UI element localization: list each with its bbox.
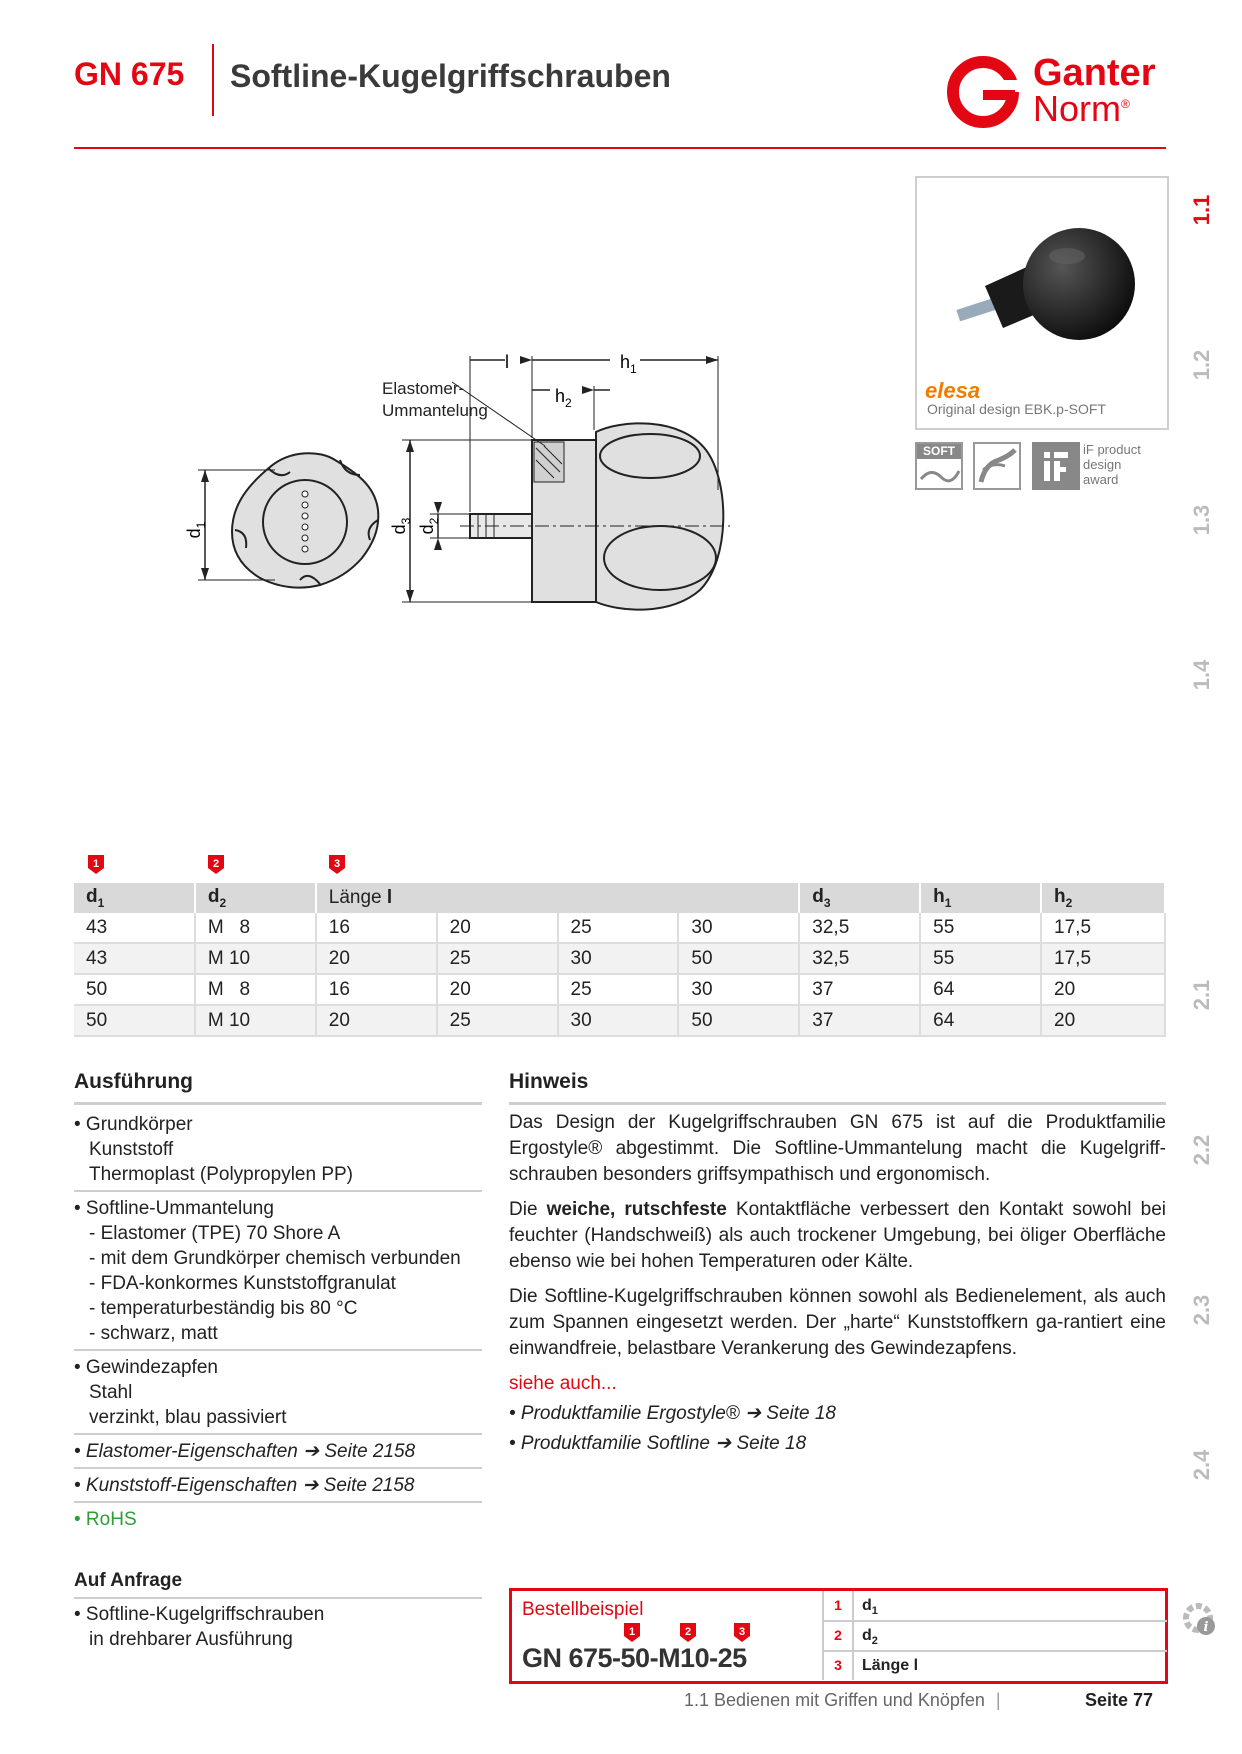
list-item — [74, 1108, 482, 1192]
svg-text:2: 2 — [684, 1626, 692, 1638]
auf-anfrage-list — [74, 1602, 482, 1652]
item-text: - mit dem Grundkörper chemisch verbunden — [89, 1248, 461, 1269]
elastomer-label-line-1: Elastomer- — [382, 379, 465, 398]
dimensions-table — [74, 883, 1166, 1037]
if-logo-icon — [1034, 444, 1078, 488]
if-award-line-1: iF product — [1083, 442, 1141, 457]
svg-text:2: 2 — [212, 858, 220, 870]
product-code: GN 675 — [74, 56, 185, 92]
legend-row: 1 $d_1$ — [822, 1591, 1167, 1622]
cell: 20 — [437, 913, 558, 943]
item-text: in drehbarer Ausführung — [89, 1629, 293, 1650]
order-marker-3-icon — [734, 1623, 750, 1642]
item-text: - temperaturbeständig bis 80 °C — [89, 1298, 358, 1319]
hinweis-paragraph-1: Das Design der Kugelgriffschrauben GN 675 ist auf die Produktfamilie Ergostyle® abgestimmt. Die Softline-Ummantelung macht die Kugelgriff-schrauben besonders griffsympathisch und ergonomisch. — [509, 1112, 1166, 1185]
table-row — [74, 943, 1165, 974]
soft-wave-icon — [917, 459, 961, 488]
order-example-left — [512, 1591, 822, 1681]
if-award-text — [1083, 442, 1141, 487]
footer-page-number: Seite 77 — [1085, 1690, 1154, 1710]
ausfuehrung-heading: Ausführung — [74, 1070, 193, 1093]
dim-d1-label: $d_1$ — [184, 521, 208, 539]
col-d1: $d_1$ — [74, 883, 195, 913]
elastomer-label-line-2: Ummantelung — [382, 401, 488, 420]
order-marker-1-icon — [624, 1623, 640, 1642]
cell: 20 — [1041, 974, 1165, 1005]
cell: 25 — [437, 1005, 558, 1036]
svg-text:3: 3 — [333, 858, 341, 870]
if-award-badge — [1032, 442, 1080, 490]
list-item — [74, 1192, 482, 1351]
cell: 50 — [678, 943, 799, 974]
cell: 20 — [316, 1005, 437, 1036]
item-text: • Gewindezapfen — [74, 1357, 218, 1378]
col-d3: $d_3$ — [799, 883, 920, 913]
cell: 20 — [316, 943, 437, 974]
knob-photo-image — [917, 178, 1167, 378]
order-example-box — [509, 1588, 1168, 1684]
cell: M 10 — [195, 1005, 316, 1036]
ausfuehrung-rule — [74, 1102, 482, 1105]
logo-norm-text: Norm® — [1033, 88, 1130, 129]
cell: 37 — [799, 1005, 920, 1036]
cell: 25 — [558, 913, 679, 943]
cell: M 10 — [195, 943, 316, 974]
elastomer-label — [382, 378, 488, 422]
header-rule — [74, 147, 1166, 149]
hinweis-paragraph-2: Die weiche, rutschfeste Kontaktfläche verbessert den Kontakt sowohl bei feuchter (Handschweiß) als auch trockener Umgebung, bei öliger Oberfläche ebenso wie bei hohen Temperaturen oder Kälte. — [509, 1199, 1167, 1272]
footer-section: 1.1 Bedienen mit Griffen und Knöpfen | — [684, 1690, 1001, 1710]
legend-row: 3 Länge l — [822, 1651, 1167, 1680]
cell: 30 — [558, 1005, 679, 1036]
page-title: Softline-Kugelgriffschrauben — [230, 58, 671, 94]
front-view — [184, 453, 378, 587]
ergostyle-badge — [973, 442, 1021, 490]
dim-d2-label: $d_2$ — [417, 517, 441, 535]
side-tab-2-4[interactable]: 2.4 — [1189, 1449, 1214, 1481]
order-example-label: Bestellbeispiel — [522, 1599, 644, 1620]
marker-1-icon — [88, 855, 104, 874]
cell: 17,5 — [1041, 913, 1165, 943]
item-text: Thermoplast (Polypropylen PP) — [89, 1164, 353, 1185]
cell: 25 — [558, 974, 679, 1005]
col-laenge: Länge l — [316, 883, 800, 913]
legend-row: 2 $d_2$ — [822, 1621, 1167, 1652]
order-example-legend — [822, 1591, 1165, 1681]
cell: 43 — [74, 913, 195, 943]
cell: 64 — [920, 974, 1041, 1005]
marker-3-icon — [329, 855, 345, 874]
side-tab-2-1[interactable]: 2.1 — [1189, 979, 1214, 1011]
svg-text:3: 3 — [738, 1626, 746, 1638]
cell: 30 — [678, 974, 799, 1005]
table-row — [74, 974, 1165, 1005]
soft-badge — [915, 442, 963, 490]
item-text: Kunststoff — [89, 1139, 174, 1160]
side-tab-1-1[interactable]: 1.1 — [1189, 194, 1214, 226]
cell: M 8 — [195, 974, 316, 1005]
table-row — [74, 913, 1165, 943]
cell: 64 — [920, 1005, 1041, 1036]
elesa-caption: Original design EBK.p-SOFT — [927, 401, 1106, 417]
side-tab-1-4[interactable]: 1.4 — [1189, 659, 1214, 691]
hinweis-paragraph-3: Die Softline-Kugelgriffschrauben können sowohl als Bedienelement, als auch zum Spannen eingesetzt werden. Der „harte“ Kunststoffkern ga-rantiert eine einwandfreie, belastbare Verankerung des Gewindezapfens. — [509, 1286, 1166, 1359]
col-h2: $h_2$ — [1041, 883, 1165, 913]
cell: M 8 — [195, 913, 316, 943]
ganter-norm-logo — [945, 52, 1170, 132]
dim-h2-label: $h_2$ — [555, 386, 572, 410]
logo-ganter-text: Ganter — [1033, 52, 1156, 94]
item-text: - Elastomer (TPE) 70 Shore A — [89, 1223, 341, 1244]
cell: 50 — [74, 1005, 195, 1036]
item-text: • Softline-Ummantelung — [74, 1198, 274, 1219]
cell: 55 — [920, 943, 1041, 974]
auf-anfrage-heading: Auf Anfrage — [74, 1570, 183, 1591]
cell: 55 — [920, 913, 1041, 943]
svg-text:i: i — [1203, 1620, 1209, 1635]
table-row — [74, 1005, 1165, 1036]
table-header-row — [74, 883, 1165, 913]
ausfuehrung-list — [74, 1108, 482, 1536]
side-tab-1-2[interactable]: 1.2 — [1189, 349, 1214, 381]
side-tab-2-3[interactable]: 2.3 — [1189, 1294, 1214, 1326]
see-also-label: siehe auch... — [509, 1373, 617, 1394]
cell: 16 — [316, 913, 437, 943]
side-tab-1-3[interactable]: 1.3 — [1189, 504, 1214, 536]
dim-d3-label: $d_3$ — [389, 517, 413, 535]
cell: 32,5 — [799, 943, 920, 974]
cell: 20 — [1041, 1005, 1165, 1036]
order-example-code: GN 675-50-M10-25 — [522, 1643, 747, 1673]
cell: 30 — [678, 913, 799, 943]
if-award-line-3: award — [1083, 472, 1119, 487]
item-text: - FDA-konkormes Kunststoffgranulat — [89, 1273, 396, 1294]
rohs-label: • RoHS — [74, 1509, 137, 1530]
hinweis-heading: Hinweis — [509, 1070, 589, 1093]
side-tab-2-2[interactable]: 2.2 — [1189, 1134, 1214, 1166]
cell: 50 — [678, 1005, 799, 1036]
link-softline[interactable]: • Produktfamilie Softline ➔ Seite 18 — [509, 1433, 807, 1454]
link-elastomer-eigenschaften[interactable]: • Elastomer-Eigenschaften ➔ Seite 2158 — [74, 1435, 482, 1469]
link-kunststoff-eigenschaften[interactable]: • Kunststoff-Eigenschaften ➔ Seite 2158 — [74, 1469, 482, 1503]
list-item — [74, 1351, 482, 1435]
ganter-logo-mark-icon — [945, 52, 1025, 132]
cell: 32,5 — [799, 913, 920, 943]
hinweis-rule — [509, 1102, 1166, 1105]
hinweis-text — [509, 1110, 1166, 1457]
cell: 17,5 — [1041, 943, 1165, 974]
ergo-hand-icon — [975, 444, 1019, 488]
if-award-line-2: design — [1083, 457, 1122, 472]
item-text: • Softline-Kugelgriffschrauben — [74, 1604, 325, 1625]
cell: 20 — [437, 974, 558, 1005]
svg-text:1: 1 — [628, 1626, 636, 1638]
dim-h1-label: $h_1$ — [620, 352, 637, 376]
cell: 25 — [437, 943, 558, 974]
cell: 43 — [74, 943, 195, 974]
col-h1: $h_1$ — [920, 883, 1041, 913]
elesa-logo: elesa — [925, 378, 981, 403]
link-ergostyle[interactable]: • Produktfamilie Ergostyle® ➔ Seite 18 — [509, 1403, 836, 1424]
cell: 37 — [799, 974, 920, 1005]
svg-text:1: 1 — [92, 858, 100, 870]
auf-anfrage-rule — [74, 1597, 482, 1599]
settings-info-icon[interactable] — [1180, 1598, 1220, 1640]
cell: 30 — [558, 943, 679, 974]
order-marker-2-icon — [680, 1623, 696, 1642]
cell: 16 — [316, 974, 437, 1005]
item-text: - schwarz, matt — [89, 1323, 218, 1344]
technical-drawing — [140, 352, 840, 640]
dim-l-label: l — [505, 352, 509, 372]
soft-badge-label: SOFT — [917, 444, 961, 459]
cell: 50 — [74, 974, 195, 1005]
marker-2-icon — [208, 855, 224, 874]
col-d2: $d_2$ — [195, 883, 316, 913]
header-separator — [212, 44, 214, 116]
item-text: • Grundkörper — [74, 1114, 193, 1135]
item-text: verzinkt, blau passiviert — [89, 1407, 287, 1428]
item-text: Stahl — [89, 1382, 133, 1403]
